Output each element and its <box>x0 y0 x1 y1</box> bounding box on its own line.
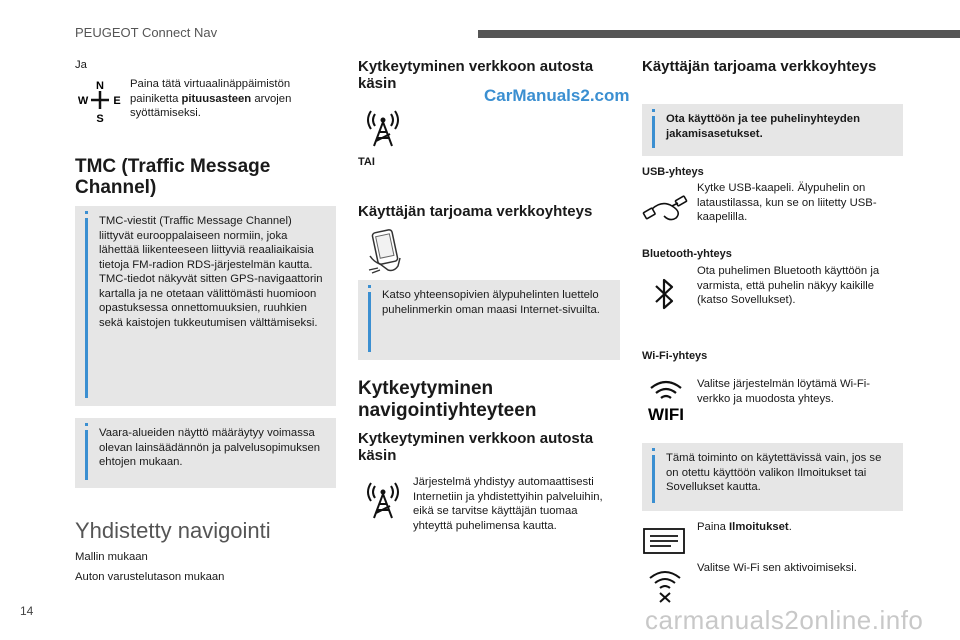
header-bar <box>478 30 960 38</box>
antenna-icon <box>365 108 401 148</box>
page-number: 14 <box>20 604 34 618</box>
press-notifications-text: Paina Ilmoitukset. <box>697 521 792 533</box>
watermark: carmanuals2online.info <box>645 605 924 635</box>
page-header-title: PEUGEOT Connect Nav <box>75 25 218 40</box>
smartphone-hand-icon <box>366 228 406 274</box>
wifi-label: Wi-Fi-yhteys <box>642 350 708 362</box>
compass-w: W <box>78 95 89 107</box>
user-connection-title: Käyttäjän tarjoama verkkoyhteys <box>358 203 593 220</box>
tmc-note: TMC-viestit (Traffic Message Channel) liittyvät eurooppalaiseen normiin, joka lähettää liikenteeseen liittyviä reaaliaikaisia tietoja FM-radion RDS-järjestelmän kautta. TMC-tiedot näkyvät sitten GPS-navigaattorin kartalla ja ne otetaan välittömästi huomioon opastuksessa onnettomuuksien, ruuhkien sekä kaistojen tukkeutumisen välttämiseksi. <box>75 206 336 406</box>
bluetooth-label: Bluetooth-yhteys <box>642 248 732 260</box>
feature-availability-note: Tämä toiminto on käytettävissä vain, jos se on otettu käyttöön valikon Ilmoitukset tai Sovellukset kautta. <box>642 443 903 511</box>
ja-text: Ja <box>75 59 87 71</box>
sharing-settings-note: Ota käyttöön ja tee puhelinyhteyden jakamisasetukset. <box>642 104 903 156</box>
trim-text: Auton varustelutason mukaan <box>75 571 225 583</box>
bluetooth-text: Ota puhelimen Bluetooth käyttöön ja varmista, että puhelin näkyy kaikille (katso Sovellukset). <box>697 265 880 306</box>
danger-zone-note: Vaara-alueiden näyttö määräytyy voimassa olevan lainsäädännön ja palvelusopimuksen ehtojen mukaan. <box>75 418 336 488</box>
vehicle-connection-title: Kytkeytyminen verkkoon autosta käsin <box>358 58 594 92</box>
user-connection-title-3: Käyttäjän tarjoama verkkoyhteys <box>642 58 877 75</box>
antenna-icon-2 <box>365 480 401 520</box>
notifications-menu-icon <box>643 528 685 554</box>
or-text: TAI <box>358 156 375 168</box>
compass-e: E <box>113 95 121 107</box>
wifi-icon <box>645 378 687 422</box>
compass-s: S <box>96 113 104 124</box>
usb-text: Kytke USB-kaapeli. Älypuhelin on lataustilassa, kun se on liitetty USB-kaapelilla. <box>697 182 877 223</box>
bluetooth-icon <box>652 276 676 312</box>
tmc-title: TMC (Traffic Message Channel) <box>75 156 271 198</box>
usb-label: USB-yhteys <box>642 166 704 178</box>
wifi-activate-text: Valitse Wi-Fi sen aktivoimiseksi. <box>697 562 857 574</box>
model-text: Mallin mukaan <box>75 551 148 563</box>
carmanuals-logo: CarManuals2.com <box>484 86 630 105</box>
compass-description: Paina tätä virtuaalinäppäimistön painiketta pituusasteen arvojen syöttämiseksi. <box>130 78 292 119</box>
navigation-connection-title: Kytkeytyminen navigointiyhteyteen <box>358 378 537 421</box>
compatible-phones-note: Katso yhteensopivien älypuhelinten luettelo puhelinmerkin oman maasi Internet-sivuilta. <box>358 280 620 360</box>
connected-navigation-title: Yhdistetty navigointi <box>75 518 271 543</box>
wifi-text: Valitse järjestelmän löytämä Wi-Fi-verkko ja muodosta yhteys. <box>697 378 871 405</box>
usb-cable-icon <box>642 192 688 226</box>
auto-connection-text: Järjestelmä yhdistyy automaattisesti Internetiin ja yhdistettyihin palveluihin, eikä se tarvitse käyttäjän tuomaa yhteyttä puhelimensa kautta. <box>413 476 603 532</box>
compass-icon <box>78 78 122 124</box>
wifi-icon-label: WIFI <box>648 405 684 422</box>
compass-n: N <box>96 80 104 92</box>
vehicle-connection-title-2: Kytkeytyminen verkkoon autosta käsin <box>358 430 594 464</box>
wifi-settings-icon <box>645 568 685 604</box>
